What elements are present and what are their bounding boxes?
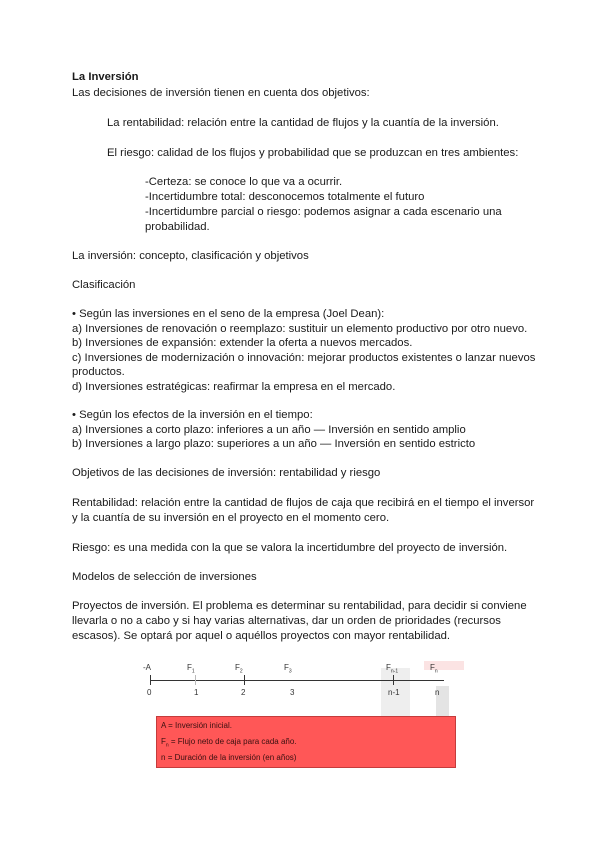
efectos-item: b) Inversiones a largo plazo: superiores a un año — Inversión en sentido estricto [72,438,476,450]
axis-label: 0 [147,688,152,697]
axis-label: 3 [290,688,295,697]
flow-label-n: $F_n$ [430,663,438,675]
seno-heading: • Según las inversiones en el seno de la empresa (Joel Dean): [72,308,385,320]
seno-item: b) Inversiones de expansión: extender la oferta a nuevos mercados. [72,337,413,349]
seno-item: d) Inversiones estratégicas: reafirmar la empresa en el mercado. [72,381,396,393]
ambiente-item: -Incertidumbre parcial o riesgo: podemos asignar a cada escenario una [145,206,502,218]
legend-entry-a: A = Inversión inicial. [161,721,232,730]
axis-label: 1 [194,688,199,697]
legend-entry-f: $F_n$ = Flujo neto de caja para cada año. [161,737,297,749]
rentabilidad-paragraph: Rentabilidad: relación entre la cantidad de flujos de caja que recibirá en el tiempo el inversor [72,497,535,509]
axis-tick [393,675,394,685]
concepto-heading: La inversión: concepto, clasificación y objetivos [72,250,309,262]
axis-tick [244,675,245,685]
modelos-heading: Modelos de selección de inversiones [72,571,257,583]
axis-tick [150,675,151,685]
flow-label-3: $F_3$ [284,663,292,675]
initial-investment-label: -A [143,663,151,672]
efectos-heading: • Según los efectos de la inversión en el tiempo: [72,409,313,421]
flow-label-n-1: $F_{n-1}$ [386,663,399,675]
ambiente-item: probabilidad. [145,221,210,233]
riesgo-definition: El riesgo: calidad de los flujos y probabilidad que se produzcan en tres ambientes: [107,147,519,159]
objetivos-heading: Objetivos de las decisiones de inversión: rentabilidad y riesgo [72,467,381,479]
axis-label: 2 [241,688,246,697]
axis-tick [195,675,196,685]
axis-label: n [435,688,440,697]
rentabilidad-paragraph: y la cuantía de su inversión en el proyecto en el momento cero. [72,512,390,524]
intro-text: Las decisiones de inversión tienen en cuenta dos objetivos: [72,87,370,99]
figure-legend [156,716,456,768]
flow-label-1: $F_1$ [187,663,195,675]
proyectos-paragraph: llevarla o no a cabo y si hay varias alternativas, dar un orden de prioridades (recursos [72,615,501,627]
rentabilidad-definition: La rentabilidad: relación entre la cantidad de flujos y la cuantía de la inversión. [107,117,499,129]
seno-item: productos. [72,366,125,378]
proyectos-paragraph: escasos). Se optará por aquel o aquéllos proyectos con mayor rentabilidad. [72,630,451,642]
riesgo-paragraph: Riesgo: es una medida con la que se valora la incertidumbre del proyecto de inversión. [72,542,508,554]
axis-label: n-1 [388,688,400,697]
seno-item: c) Inversiones de modernización o innovación: mejorar productos existentes o lanzar nuevos [72,352,536,364]
flow-label-2: $F_2$ [235,663,243,675]
doc-title: La Inversión [72,71,139,83]
ambiente-item: -Certeza: se conoce lo que va a ocurrir. [145,176,343,188]
proyectos-paragraph: Proyectos de inversión. El problema es determinar su rentabilidad, para decidir si conviene [72,600,527,612]
efectos-item: a) Inversiones a corto plazo: inferiores a un año — Inversión en sentido amplio [72,424,466,436]
seno-item: a) Inversiones de renovación o reemplazo: sustituir un elemento productivo por otro nuevo. [72,323,528,335]
cash-flow-timeline-figure [140,658,470,773]
ambiente-item: -Incertidumbre total: desconocemos totalmente el futuro [145,191,425,203]
legend-entry-n: n = Duración de la inversión (en años) [161,753,297,762]
clasificacion-heading: Clasificación [72,279,136,291]
